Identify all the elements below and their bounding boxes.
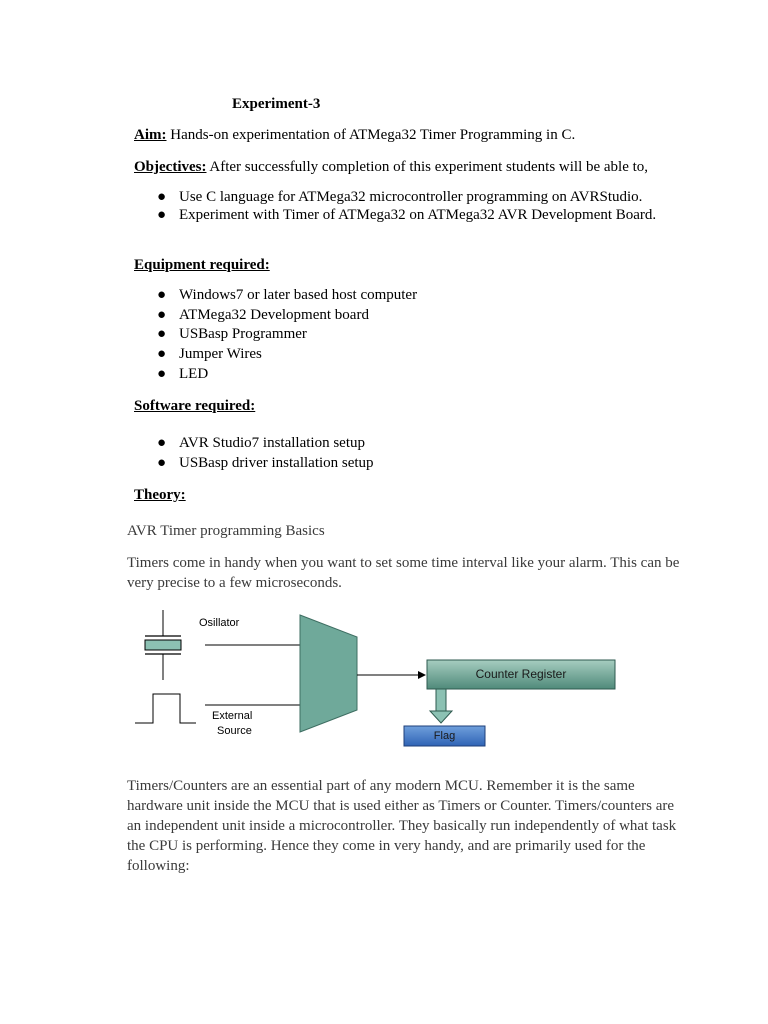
equipment-item-text: Windows7 or later based host computer: [179, 287, 418, 303]
flag-label: Flag: [433, 730, 456, 742]
software-heading: Software required:: [134, 398, 256, 414]
bullet-dot: ●: [157, 307, 167, 323]
page-title: Experiment-3: [232, 96, 321, 112]
bullet-dot: ●: [157, 207, 167, 223]
theory-subheading: AVR Timer programming Basics: [127, 523, 325, 539]
theory-intro-paragraph: Timers come in handy when you want to set some time interval like your alarm. This can be very precise to a few microseconds.: [127, 555, 680, 591]
source-label: Source: [217, 725, 252, 737]
objective-item-text: Experiment with Timer of ATMega32 on ATMega32 AVR Development Board.: [179, 207, 657, 223]
equipment-heading: Equipment required:: [134, 257, 270, 273]
equipment-item-text: ATMega32 Development board: [179, 307, 369, 323]
counter-register-label: Counter Register: [475, 667, 567, 681]
external-label: External: [212, 710, 253, 722]
bullet-dot: ●: [157, 326, 167, 342]
bullet-dot: ●: [157, 287, 167, 303]
objectives-label: Objectives:: [134, 159, 207, 175]
multiplexer-shape: [300, 615, 357, 732]
bullet-dot: ●: [157, 346, 167, 362]
software-item-text: USBasp driver installation setup: [179, 455, 374, 471]
aim-text: Hands-on experimentation of ATMega32 Timer Programming in C.: [166, 127, 576, 143]
theory-heading: Theory:: [134, 487, 186, 503]
bullet-dot: ●: [157, 455, 167, 471]
equipment-item-text: LED: [179, 366, 209, 382]
software-item-text: AVR Studio7 installation setup: [179, 435, 365, 451]
oscillator-label: Osillator: [199, 617, 240, 629]
objectives-text: After successfully completion of this experiment students will be able to,: [206, 159, 649, 175]
crystal-oscillator-icon: [145, 610, 181, 680]
bullet-dot: ●: [157, 435, 167, 451]
theory-body-paragraph: Timers/Counters are an essential part of any modern MCU. Remember it is the same hardware unit inside the MCU that is used either as Timers or Counter. Timers/counters are an independent unit inside a microcontroller. They basically run independently of what task the CPU is performing. Hence they come in very handy, and are primarily used for the following:: [127, 778, 677, 874]
counter-to-flag-arrow: [430, 689, 452, 723]
objective-item-text: Use C language for ATMega32 microcontroller programming on AVRStudio.: [179, 189, 643, 205]
equipment-item-text: Jumper Wires: [179, 346, 262, 362]
aim-label: Aim:: [134, 127, 167, 143]
bullet-dot: ●: [157, 366, 167, 382]
bullet-dot: ●: [157, 189, 167, 205]
pulse-waveform-icon: [135, 694, 196, 723]
equipment-item-text: USBasp Programmer: [179, 326, 307, 342]
